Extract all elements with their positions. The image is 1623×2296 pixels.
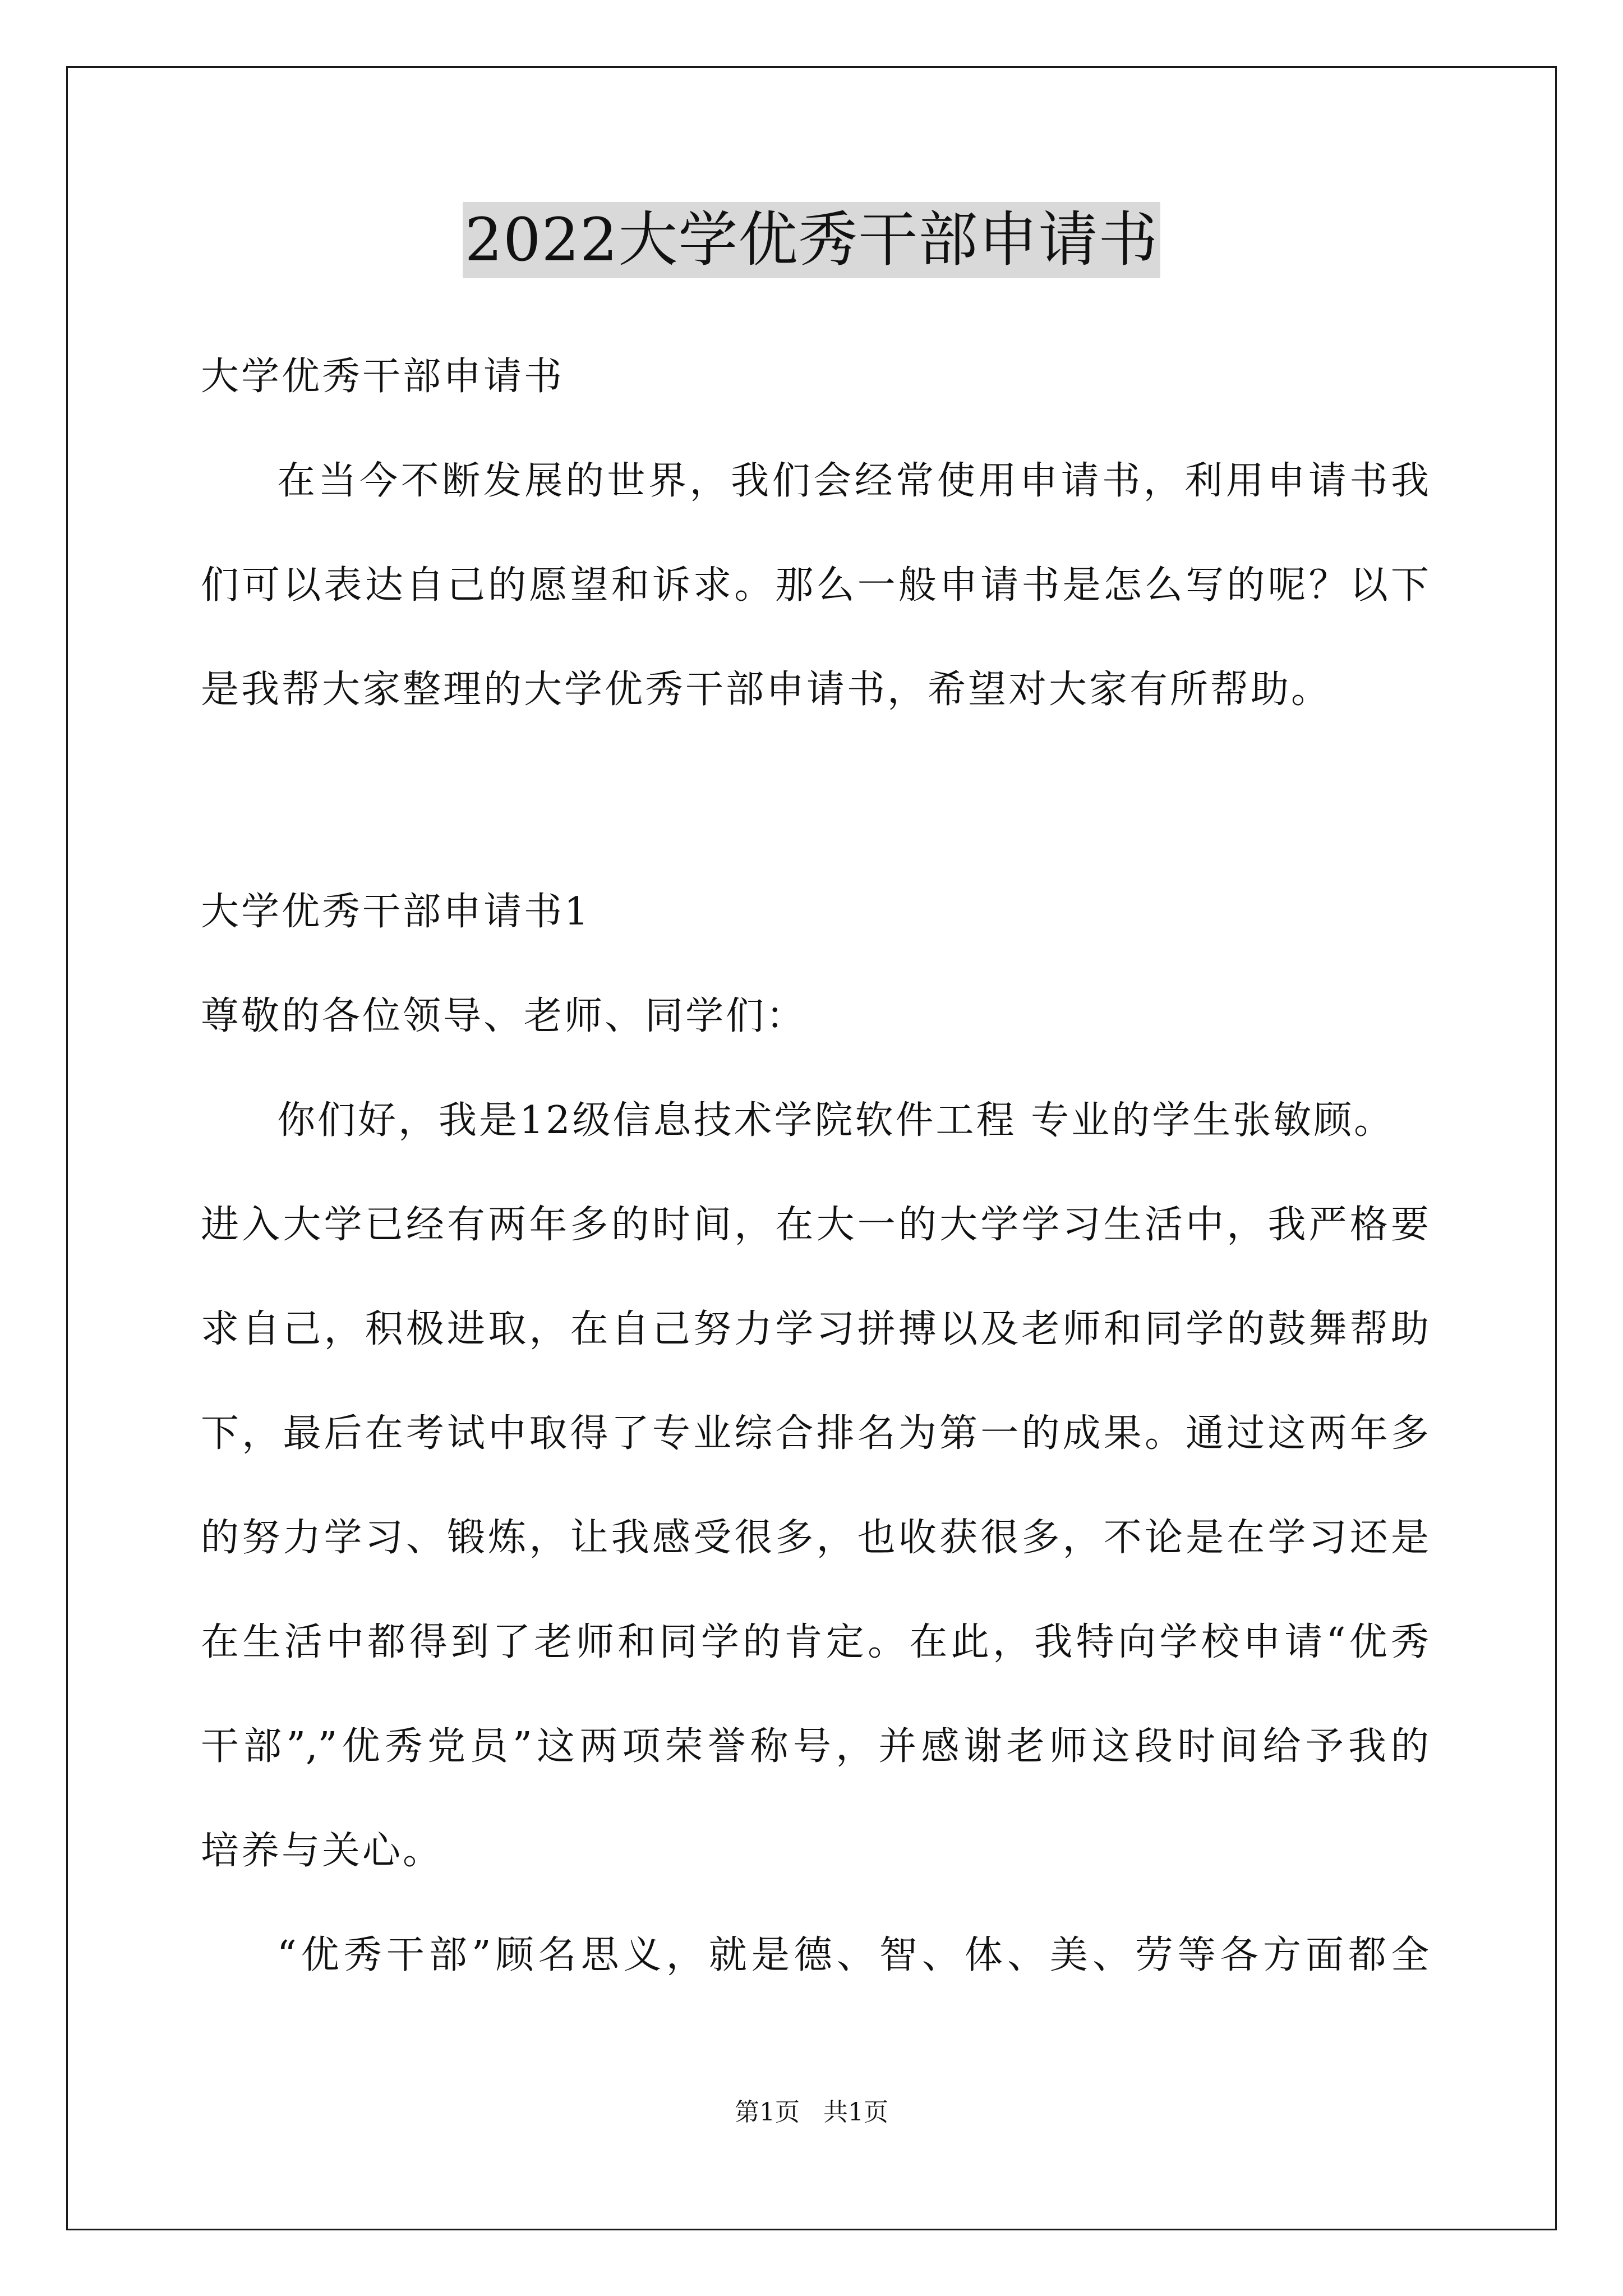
paragraph-line: 培养与关心。 [201, 1829, 444, 1873]
document-title: 2022大学优秀干部申请书 [463, 202, 1161, 278]
paragraph-line: 干部”,”优秀党员”这两项荣誉称号，并感谢老师这段时间给予我的 [201, 1724, 1429, 1769]
salutation-line: 尊敬的各位领导、老师、同学们： [201, 994, 807, 1038]
paragraph-line: 你们好，我是12级信息技术学院软件工程 专业的学生张敏顾。 [277, 1098, 1395, 1143]
paragraph-line: 们可以表达自己的愿望和诉求。那么一般申请书是怎么写的呢？以下 [201, 563, 1429, 608]
paragraph-line: 在当今不断发展的世界，我们会经常使用申请书，利用申请书我 [277, 459, 1429, 503]
paragraph-line: 在生活中都得到了老师和同学的肯定。在此，我特向学校申请“优秀 [201, 1620, 1429, 1664]
paragraph-line: 的努力学习、锻炼，让我感受很多，也收获很多，不论是在学习还是 [201, 1516, 1429, 1560]
title-container [0, 202, 1623, 278]
paragraph-line: 进入大学已经有两年多的时间，在大一的大学学习生活中，我严格要 [201, 1203, 1429, 1247]
paragraph-line: 是我帮大家整理的大学优秀干部申请书，希望对大家有所帮助。 [201, 668, 1332, 712]
subtitle-line: 大学优秀干部申请书 [201, 355, 565, 399]
paragraph-line: 下，最后在考试中取得了专业综合排名为第一的成果。通过这两年多 [201, 1411, 1429, 1456]
page-footer: 第1页 共1页 [735, 2098, 888, 2127]
paragraph-line: 求自己，积极进取，在自己努力学习拼搏以及老师和同学的鼓舞帮助 [201, 1307, 1429, 1351]
section-heading: 大学优秀干部申请书1 [201, 890, 591, 934]
paragraph-line: “优秀干部”顾名思义，就是德、智、体、美、劳等各方面都全 [277, 1933, 1429, 1977]
